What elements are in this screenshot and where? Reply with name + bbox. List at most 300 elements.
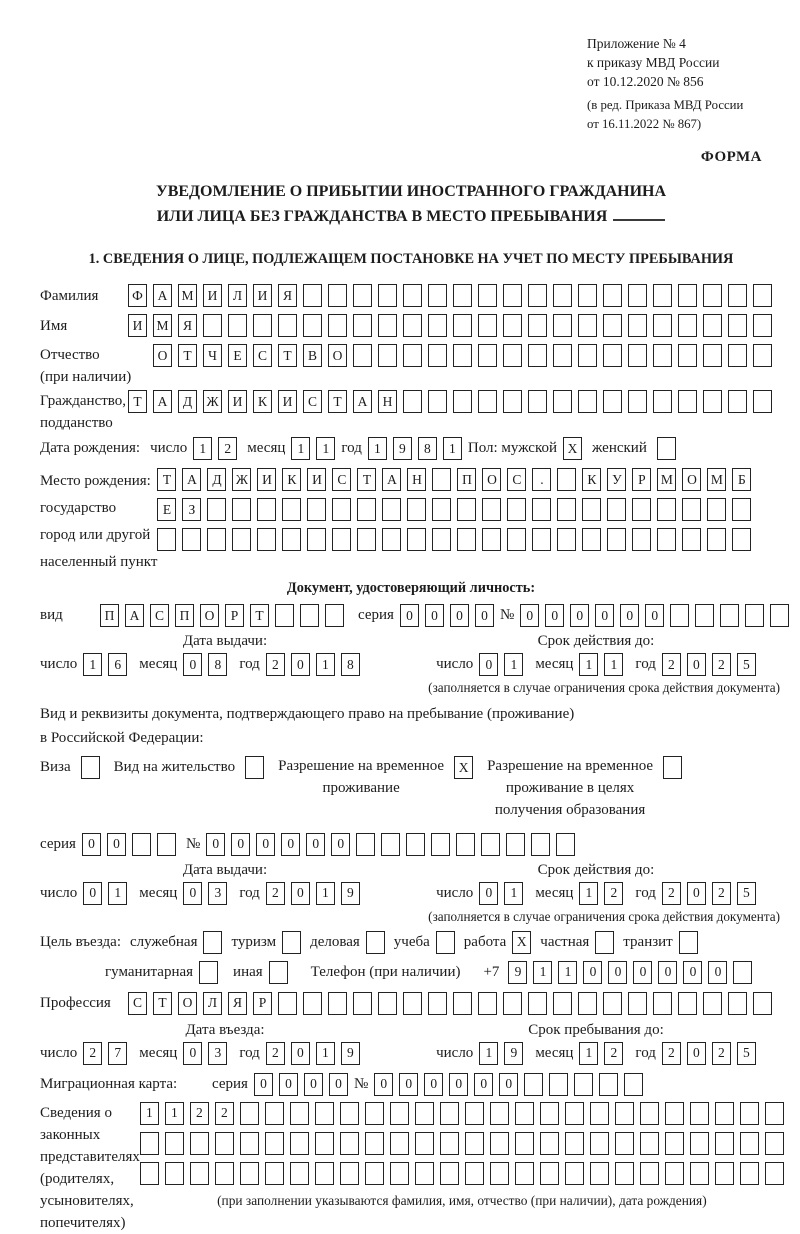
char-cell[interactable] [715, 1162, 734, 1185]
char-cell[interactable] [728, 992, 747, 1015]
char-cell[interactable]: Я [178, 314, 197, 337]
char-cell[interactable] [678, 314, 697, 337]
char-cell[interactable]: 2 [266, 1042, 285, 1065]
char-cell[interactable]: О [178, 992, 197, 1015]
char-cell[interactable] [315, 1132, 334, 1155]
char-cell[interactable]: Д [178, 390, 197, 413]
char-cell[interactable] [282, 498, 301, 521]
char-cell[interactable] [453, 314, 472, 337]
char-cell[interactable] [628, 344, 647, 367]
char-cell[interactable] [740, 1132, 759, 1155]
char-cell[interactable] [703, 314, 722, 337]
char-cell[interactable] [428, 284, 447, 307]
char-cell[interactable]: Р [225, 604, 244, 627]
char-cell[interactable] [765, 1132, 784, 1155]
char-cell[interactable]: 5 [737, 882, 756, 905]
char-cell[interactable]: 0 [645, 604, 664, 627]
char-cell[interactable] [382, 498, 401, 521]
char-cell[interactable]: 2 [266, 653, 285, 676]
char-cell[interactable] [257, 528, 276, 551]
char-cell[interactable] [590, 1162, 609, 1185]
char-cell[interactable] [257, 498, 276, 521]
char-cell[interactable]: X [512, 931, 531, 954]
char-cell[interactable]: 3 [208, 1042, 227, 1065]
char-cell[interactable]: 0 [708, 961, 727, 984]
char-cell[interactable]: Д [207, 468, 226, 491]
char-cell[interactable] [415, 1102, 434, 1125]
char-cell[interactable]: 0 [83, 882, 102, 905]
char-cell[interactable]: 0 [107, 833, 126, 856]
char-cell[interactable]: 8 [341, 653, 360, 676]
char-cell[interactable] [628, 284, 647, 307]
char-cell[interactable] [390, 1132, 409, 1155]
char-cell[interactable] [157, 528, 176, 551]
char-cell[interactable]: 0 [450, 604, 469, 627]
char-cell[interactable] [624, 1073, 643, 1096]
char-cell[interactable] [507, 498, 526, 521]
char-cell[interactable]: Е [157, 498, 176, 521]
char-cell[interactable] [603, 284, 622, 307]
char-cell[interactable] [215, 1132, 234, 1155]
char-cell[interactable]: 0 [304, 1073, 323, 1096]
char-cell[interactable] [490, 1132, 509, 1155]
char-cell[interactable] [282, 931, 301, 954]
char-cell[interactable] [403, 390, 422, 413]
char-cell[interactable]: Т [153, 992, 172, 1015]
char-cell[interactable] [140, 1132, 159, 1155]
char-cell[interactable]: 0 [291, 1042, 310, 1065]
char-cell[interactable] [432, 468, 451, 491]
char-cell[interactable] [407, 528, 426, 551]
char-cell[interactable]: 0 [424, 1073, 443, 1096]
char-cell[interactable] [203, 314, 222, 337]
char-cell[interactable] [703, 344, 722, 367]
char-cell[interactable] [307, 528, 326, 551]
char-cell[interactable] [695, 604, 714, 627]
char-cell[interactable] [574, 1073, 593, 1096]
char-cell[interactable]: М [707, 468, 726, 491]
char-cell[interactable]: 7 [108, 1042, 127, 1065]
char-cell[interactable] [665, 1132, 684, 1155]
char-cell[interactable] [578, 314, 597, 337]
char-cell[interactable] [653, 314, 672, 337]
char-cell[interactable]: Ж [203, 390, 222, 413]
char-cell[interactable]: 0 [331, 833, 350, 856]
char-cell[interactable] [265, 1102, 284, 1125]
char-cell[interactable] [549, 1073, 568, 1096]
char-cell[interactable]: О [482, 468, 501, 491]
char-cell[interactable] [328, 284, 347, 307]
char-cell[interactable]: 1 [316, 882, 335, 905]
char-cell[interactable] [753, 284, 772, 307]
char-cell[interactable] [640, 1102, 659, 1125]
char-cell[interactable]: 0 [687, 1042, 706, 1065]
char-cell[interactable]: 2 [662, 653, 681, 676]
char-cell[interactable] [515, 1162, 534, 1185]
char-cell[interactable]: 6 [108, 653, 127, 676]
char-cell[interactable] [678, 992, 697, 1015]
char-cell[interactable] [457, 528, 476, 551]
char-cell[interactable] [540, 1162, 559, 1185]
char-cell[interactable] [478, 314, 497, 337]
char-cell[interactable]: 0 [183, 882, 202, 905]
char-cell[interactable] [182, 528, 201, 551]
char-cell[interactable] [679, 931, 698, 954]
char-cell[interactable] [765, 1162, 784, 1185]
char-cell[interactable] [690, 1132, 709, 1155]
char-cell[interactable] [703, 992, 722, 1015]
char-cell[interactable] [357, 528, 376, 551]
char-cell[interactable]: 0 [254, 1073, 273, 1096]
char-cell[interactable]: 0 [474, 1073, 493, 1096]
char-cell[interactable]: Ф [128, 284, 147, 307]
char-cell[interactable] [503, 284, 522, 307]
char-cell[interactable] [528, 344, 547, 367]
char-cell[interactable]: 0 [281, 833, 300, 856]
char-cell[interactable]: Ч [203, 344, 222, 367]
char-cell[interactable] [733, 961, 752, 984]
char-cell[interactable] [603, 390, 622, 413]
char-cell[interactable] [357, 498, 376, 521]
char-cell[interactable]: И [253, 284, 272, 307]
char-cell[interactable]: Р [632, 468, 651, 491]
char-cell[interactable]: С [253, 344, 272, 367]
char-cell[interactable] [403, 314, 422, 337]
char-cell[interactable]: И [228, 390, 247, 413]
char-cell[interactable] [599, 1073, 618, 1096]
char-cell[interactable]: 0 [256, 833, 275, 856]
char-cell[interactable]: И [203, 284, 222, 307]
char-cell[interactable] [728, 284, 747, 307]
char-cell[interactable]: 1 [165, 1102, 184, 1125]
char-cell[interactable] [81, 756, 100, 779]
char-cell[interactable]: Т [278, 344, 297, 367]
char-cell[interactable] [490, 1162, 509, 1185]
char-cell[interactable] [440, 1162, 459, 1185]
char-cell[interactable]: 1 [604, 653, 623, 676]
char-cell[interactable] [303, 284, 322, 307]
char-cell[interactable] [428, 344, 447, 367]
char-cell[interactable] [595, 931, 614, 954]
char-cell[interactable] [481, 833, 500, 856]
char-cell[interactable] [240, 1162, 259, 1185]
char-cell[interactable] [528, 314, 547, 337]
char-cell[interactable]: 2 [604, 882, 623, 905]
char-cell[interactable] [353, 284, 372, 307]
char-cell[interactable] [640, 1162, 659, 1185]
char-cell[interactable] [478, 992, 497, 1015]
char-cell[interactable] [553, 314, 572, 337]
char-cell[interactable]: В [303, 344, 322, 367]
char-cell[interactable] [503, 390, 522, 413]
char-cell[interactable] [365, 1102, 384, 1125]
char-cell[interactable] [707, 498, 726, 521]
char-cell[interactable] [707, 528, 726, 551]
char-cell[interactable]: 1 [291, 437, 310, 460]
char-cell[interactable] [278, 314, 297, 337]
char-cell[interactable]: 0 [683, 961, 702, 984]
char-cell[interactable] [690, 1102, 709, 1125]
char-cell[interactable]: 9 [508, 961, 527, 984]
char-cell[interactable] [615, 1132, 634, 1155]
char-cell[interactable]: 2 [662, 882, 681, 905]
char-cell[interactable] [269, 961, 288, 984]
char-cell[interactable]: А [125, 604, 144, 627]
char-cell[interactable] [290, 1102, 309, 1125]
char-cell[interactable] [403, 284, 422, 307]
char-cell[interactable] [556, 833, 575, 856]
char-cell[interactable] [745, 604, 764, 627]
char-cell[interactable]: 0 [520, 604, 539, 627]
char-cell[interactable]: П [175, 604, 194, 627]
char-cell[interactable] [540, 1132, 559, 1155]
char-cell[interactable]: Л [203, 992, 222, 1015]
char-cell[interactable] [340, 1162, 359, 1185]
char-cell[interactable] [678, 344, 697, 367]
char-cell[interactable] [515, 1132, 534, 1155]
char-cell[interactable] [720, 604, 739, 627]
char-cell[interactable]: У [607, 468, 626, 491]
char-cell[interactable]: Н [407, 468, 426, 491]
char-cell[interactable]: П [100, 604, 119, 627]
char-cell[interactable] [603, 314, 622, 337]
char-cell[interactable]: 1 [504, 882, 523, 905]
char-cell[interactable] [290, 1132, 309, 1155]
char-cell[interactable] [670, 604, 689, 627]
char-cell[interactable] [207, 498, 226, 521]
char-cell[interactable]: С [303, 390, 322, 413]
char-cell[interactable] [465, 1102, 484, 1125]
char-cell[interactable]: 2 [190, 1102, 209, 1125]
char-cell[interactable] [628, 992, 647, 1015]
char-cell[interactable] [340, 1132, 359, 1155]
char-cell[interactable] [703, 390, 722, 413]
char-cell[interactable] [165, 1162, 184, 1185]
char-cell[interactable] [353, 314, 372, 337]
char-cell[interactable] [353, 344, 372, 367]
char-cell[interactable] [332, 528, 351, 551]
char-cell[interactable] [507, 528, 526, 551]
char-cell[interactable] [657, 437, 676, 460]
char-cell[interactable] [303, 314, 322, 337]
char-cell[interactable]: 9 [393, 437, 412, 460]
char-cell[interactable]: А [353, 390, 372, 413]
char-cell[interactable]: 0 [183, 1042, 202, 1065]
char-cell[interactable]: 0 [279, 1073, 298, 1096]
char-cell[interactable] [199, 961, 218, 984]
char-cell[interactable] [503, 344, 522, 367]
char-cell[interactable] [753, 344, 772, 367]
char-cell[interactable] [382, 528, 401, 551]
char-cell[interactable]: X [563, 437, 582, 460]
char-cell[interactable]: С [507, 468, 526, 491]
char-cell[interactable] [565, 1132, 584, 1155]
char-cell[interactable] [640, 1132, 659, 1155]
char-cell[interactable]: 0 [658, 961, 677, 984]
char-cell[interactable]: 1 [316, 437, 335, 460]
char-cell[interactable] [540, 1102, 559, 1125]
char-cell[interactable]: К [253, 390, 272, 413]
char-cell[interactable] [665, 1162, 684, 1185]
char-cell[interactable] [365, 1162, 384, 1185]
char-cell[interactable]: 9 [341, 882, 360, 905]
char-cell[interactable] [366, 931, 385, 954]
char-cell[interactable]: 1 [368, 437, 387, 460]
char-cell[interactable] [232, 498, 251, 521]
char-cell[interactable] [415, 1162, 434, 1185]
char-cell[interactable] [565, 1102, 584, 1125]
char-cell[interactable]: 0 [633, 961, 652, 984]
char-cell[interactable] [590, 1102, 609, 1125]
char-cell[interactable]: Р [253, 992, 272, 1015]
char-cell[interactable] [653, 992, 672, 1015]
char-cell[interactable]: 1 [316, 653, 335, 676]
char-cell[interactable] [531, 833, 550, 856]
char-cell[interactable] [340, 1102, 359, 1125]
char-cell[interactable] [653, 344, 672, 367]
char-cell[interactable] [657, 498, 676, 521]
char-cell[interactable]: Ж [232, 468, 251, 491]
char-cell[interactable] [590, 1132, 609, 1155]
char-cell[interactable] [457, 498, 476, 521]
char-cell[interactable] [690, 1162, 709, 1185]
char-cell[interactable]: Л [228, 284, 247, 307]
char-cell[interactable] [482, 528, 501, 551]
char-cell[interactable] [765, 1102, 784, 1125]
char-cell[interactable] [407, 498, 426, 521]
char-cell[interactable]: Т [357, 468, 376, 491]
char-cell[interactable]: О [153, 344, 172, 367]
char-cell[interactable] [428, 390, 447, 413]
char-cell[interactable]: 0 [329, 1073, 348, 1096]
char-cell[interactable]: З [182, 498, 201, 521]
char-cell[interactable] [265, 1162, 284, 1185]
char-cell[interactable] [528, 992, 547, 1015]
char-cell[interactable] [515, 1102, 534, 1125]
char-cell[interactable]: 1 [579, 1042, 598, 1065]
char-cell[interactable] [381, 833, 400, 856]
char-cell[interactable]: 0 [399, 1073, 418, 1096]
char-cell[interactable]: Н [378, 390, 397, 413]
char-cell[interactable]: Я [228, 992, 247, 1015]
char-cell[interactable] [703, 284, 722, 307]
char-cell[interactable] [165, 1132, 184, 1155]
char-cell[interactable] [278, 992, 297, 1015]
char-cell[interactable] [300, 604, 319, 627]
char-cell[interactable] [390, 1102, 409, 1125]
char-cell[interactable] [740, 1102, 759, 1125]
char-cell[interactable] [578, 344, 597, 367]
char-cell[interactable] [365, 1132, 384, 1155]
char-cell[interactable] [265, 1132, 284, 1155]
char-cell[interactable]: 1 [558, 961, 577, 984]
char-cell[interactable] [190, 1162, 209, 1185]
char-cell[interactable] [728, 344, 747, 367]
char-cell[interactable]: О [200, 604, 219, 627]
char-cell[interactable] [215, 1162, 234, 1185]
char-cell[interactable] [753, 390, 772, 413]
char-cell[interactable] [490, 1102, 509, 1125]
char-cell[interactable]: М [178, 284, 197, 307]
char-cell[interactable] [770, 604, 789, 627]
char-cell[interactable]: М [153, 314, 172, 337]
char-cell[interactable]: 1 [579, 653, 598, 676]
char-cell[interactable]: 1 [533, 961, 552, 984]
char-cell[interactable]: 0 [608, 961, 627, 984]
char-cell[interactable] [506, 833, 525, 856]
char-cell[interactable] [478, 344, 497, 367]
char-cell[interactable]: 2 [266, 882, 285, 905]
char-cell[interactable] [275, 604, 294, 627]
char-cell[interactable] [328, 992, 347, 1015]
char-cell[interactable] [406, 833, 425, 856]
char-cell[interactable] [682, 528, 701, 551]
char-cell[interactable] [325, 604, 344, 627]
char-cell[interactable] [415, 1132, 434, 1155]
char-cell[interactable] [465, 1132, 484, 1155]
char-cell[interactable] [245, 756, 264, 779]
char-cell[interactable] [607, 498, 626, 521]
char-cell[interactable] [553, 992, 572, 1015]
char-cell[interactable] [315, 1162, 334, 1185]
char-cell[interactable]: 1 [83, 653, 102, 676]
char-cell[interactable] [728, 390, 747, 413]
char-cell[interactable]: 0 [449, 1073, 468, 1096]
char-cell[interactable]: 2 [712, 1042, 731, 1065]
char-cell[interactable] [240, 1102, 259, 1125]
char-cell[interactable]: 0 [479, 653, 498, 676]
char-cell[interactable] [532, 528, 551, 551]
char-cell[interactable]: 0 [687, 882, 706, 905]
char-cell[interactable] [653, 284, 672, 307]
char-cell[interactable] [603, 344, 622, 367]
char-cell[interactable] [132, 833, 151, 856]
char-cell[interactable] [482, 498, 501, 521]
char-cell[interactable] [632, 498, 651, 521]
char-cell[interactable]: Т [178, 344, 197, 367]
char-cell[interactable] [578, 992, 597, 1015]
char-cell[interactable]: М [657, 468, 676, 491]
char-cell[interactable] [715, 1102, 734, 1125]
char-cell[interactable] [557, 528, 576, 551]
char-cell[interactable]: 8 [418, 437, 437, 460]
char-cell[interactable] [682, 498, 701, 521]
char-cell[interactable] [356, 833, 375, 856]
char-cell[interactable]: И [307, 468, 326, 491]
char-cell[interactable] [557, 498, 576, 521]
char-cell[interactable] [582, 528, 601, 551]
char-cell[interactable] [582, 498, 601, 521]
char-cell[interactable] [478, 284, 497, 307]
char-cell[interactable] [663, 756, 682, 779]
char-cell[interactable]: К [282, 468, 301, 491]
char-cell[interactable]: 0 [545, 604, 564, 627]
char-cell[interactable] [615, 1162, 634, 1185]
char-cell[interactable] [503, 992, 522, 1015]
char-cell[interactable] [732, 528, 751, 551]
char-cell[interactable] [456, 833, 475, 856]
char-cell[interactable]: 0 [499, 1073, 518, 1096]
char-cell[interactable] [503, 314, 522, 337]
char-cell[interactable]: А [382, 468, 401, 491]
char-cell[interactable]: 0 [595, 604, 614, 627]
char-cell[interactable] [203, 931, 222, 954]
char-cell[interactable]: 2 [604, 1042, 623, 1065]
char-cell[interactable] [732, 498, 751, 521]
char-cell[interactable]: А [153, 284, 172, 307]
char-cell[interactable] [378, 992, 397, 1015]
char-cell[interactable]: 0 [583, 961, 602, 984]
